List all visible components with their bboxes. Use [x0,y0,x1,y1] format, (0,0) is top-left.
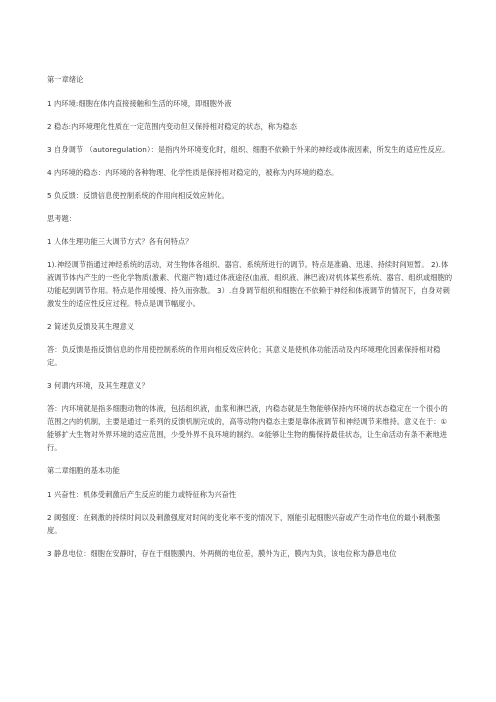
definition-internal-environment: 1 内环境:细胞在体内直接接触和生活的环境，即细胞外液 [47,99,232,108]
question-1: 1 人体生理功能三大调节方式？各有何特点？ [47,237,193,246]
definition-autoregulation: 3 自身调节 （autoregulation）：是指内外环境变化时，组织、细胞不依赖于外来的神经或体液因素，所发生的适应性反应。 [47,145,450,154]
definition-threshold-intensity: 2 阈强度：在刺激的持续时间以及刺激强度对时间的变化率不变的情况下，刚能引起细胞兴奋或产生动作电位的最小刺激强度。 [47,513,441,535]
definition-negative-feedback: 5 负反馈：反馈信息使控制系统的作用向相反效应转化。 [47,191,229,200]
chapter-heading: 第一章绪论 [47,75,84,84]
definition-excitability: 1 兴奋性：机体受刺激后产生反应的能力或特征称为兴奋性 [47,490,237,499]
question-2: 2 简述负反馈及其生理意义 [47,322,135,331]
question-3: 3 何谓内环境，及其生理意义？ [47,381,149,390]
definition-homeostasis-internal: 4 内环境的稳态：内环境的各种物理、化学性质是保持相对稳定的，被称为内环境的稳态。 [47,168,339,177]
questions-heading: 思考题： [47,214,77,223]
definition-homeostasis: 2 稳态:内环境理化性质在一定范围内变动但又保持相对稳定的状态，称为稳态 [47,122,298,131]
chapter-2-heading: 第二章细胞的基本功能 [47,466,120,475]
answer-2: 答：负反馈是指反馈信息的作用使控制系统的作用向相反效应转化；其意义是使机体功能活动及内环境理化因素保持相对稳定。 [47,345,441,367]
answer-3: 答：内环境就是指多细胞动物的体液，包括组织液，血浆和淋巴液，内稳态就是生物能够保持内环境的状态稳定在一个很小的范围之内的机制，主要是通过一系列的反馈机制完成的，高等动物内稳态主要是靠体液调节和神经调节来维持。意义在于：①能够扩大生物对外界环境的适应范围，少受外界不良环境的制约。②能够让生物的酶保持最佳状态，让生命活动有条不紊地进行。 [47,404,448,452]
answer-1: 1).神经调节指通过神经系统的活动，对生物体各组织、器官、系统所进行的调节。特点是准确、迅速、持续时间短暂。 2).体液调节体内产生的一些化学物质(激素、代谢产物)通过体液途径(血液、组织液、淋巴液)对机体某些系统、器官、组织或细胞的功能起到调节作用。特点是作用缓慢、持久而弥散。 3）.自身调节组织和细胞在不依赖于神经和体液调节的情况下，自身对刺激发生的适应性反应过程。特点是调节幅度小。 [47,260,453,308]
definition-resting-potential: 3 静息电位：细胞在安静时，存在于细胞膜内、外两侧的电位差，膜外为正，膜内为负，该电位称为静息电位 [47,549,397,558]
